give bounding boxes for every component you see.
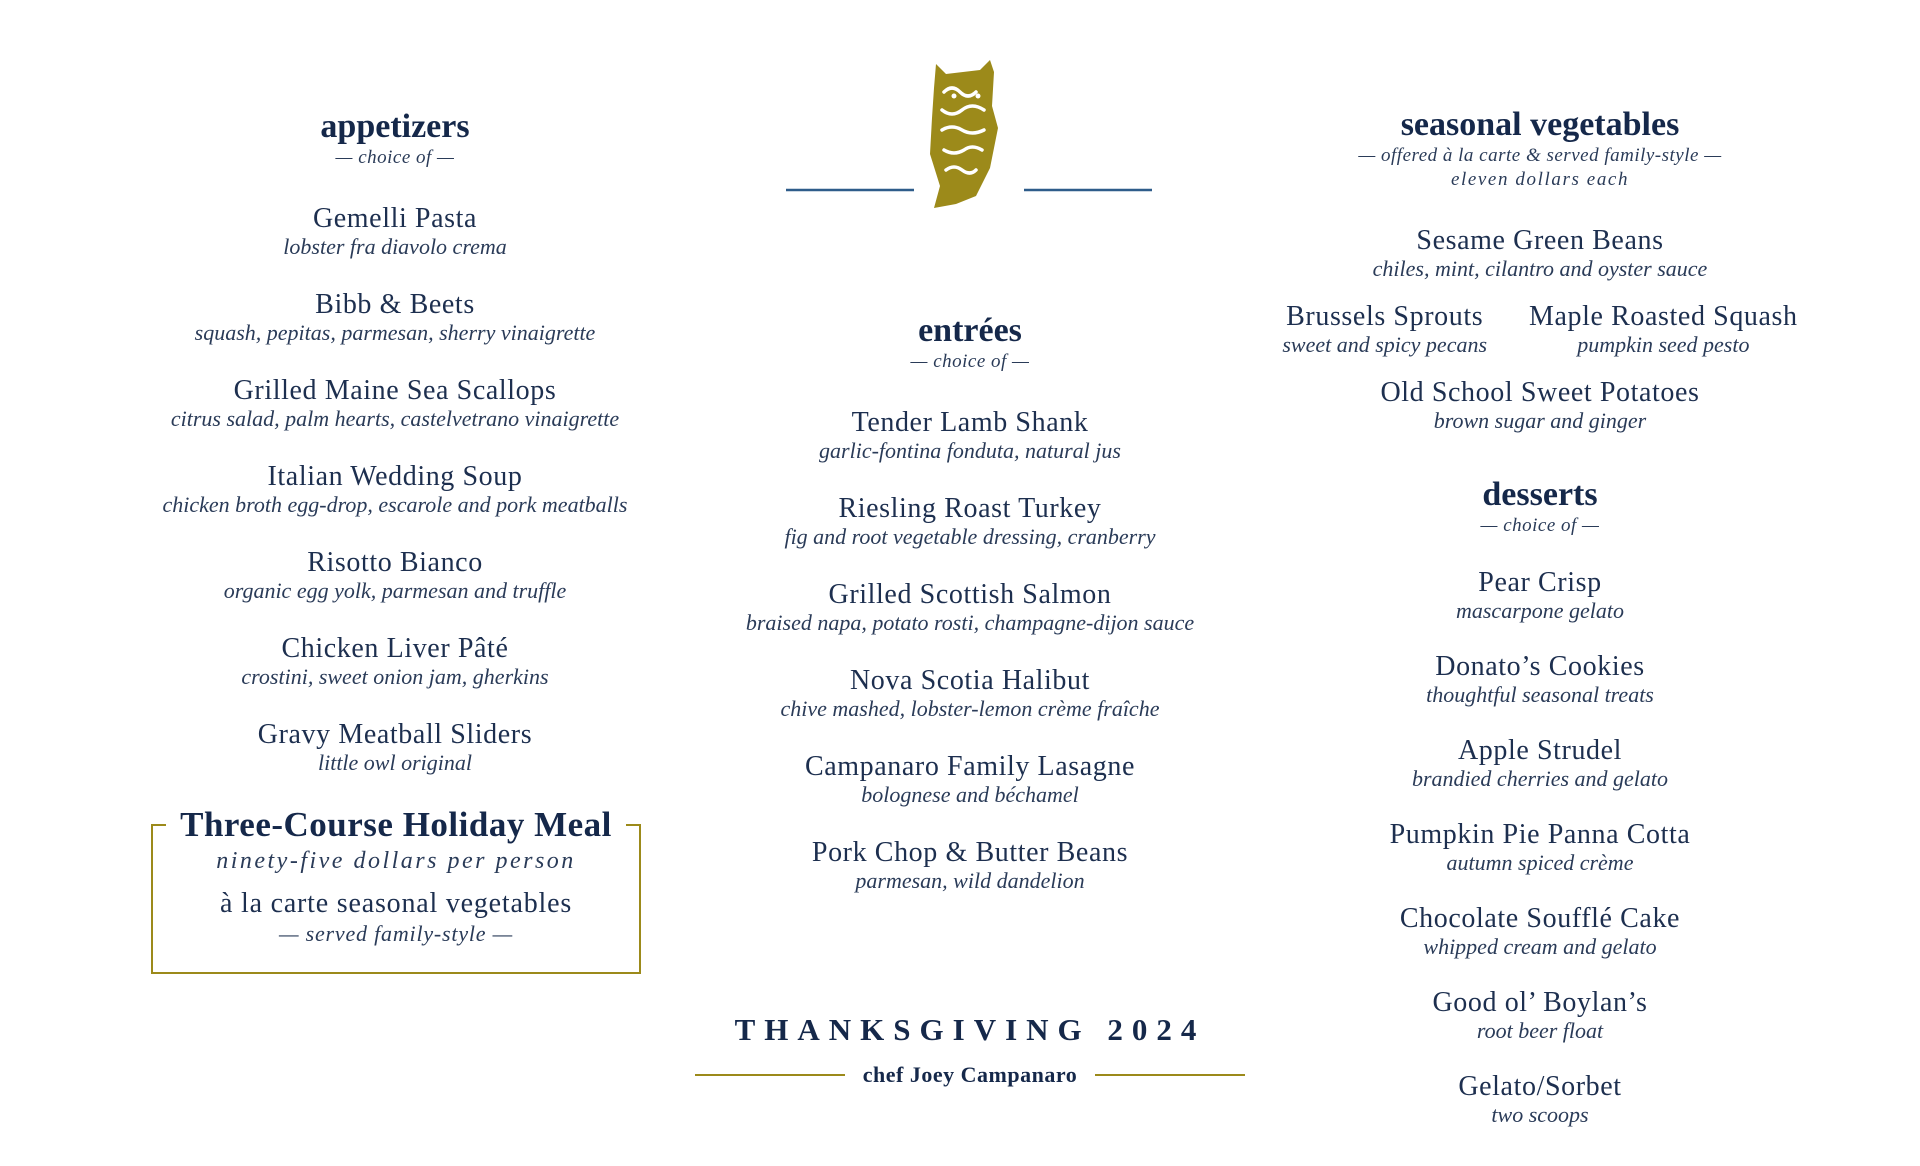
menu-item-desc: sweet and spicy pecans bbox=[1282, 332, 1488, 357]
menu-item bbox=[140, 376, 650, 432]
menu-item bbox=[140, 548, 650, 604]
menu-item bbox=[140, 720, 650, 776]
entrees-section bbox=[720, 312, 1220, 894]
menu-item-desc: crostini, sweet onion jam, gherkins bbox=[241, 664, 549, 689]
menu-item-desc: fig and root vegetable dressing, cranberry bbox=[784, 524, 1156, 549]
chef-row bbox=[680, 1062, 1260, 1088]
menu-item-name: Donato’s Cookies bbox=[1435, 651, 1645, 682]
menu-item-desc: whipped cream and gelato bbox=[1423, 934, 1657, 959]
menu-item-name: Apple Strudel bbox=[1457, 735, 1623, 766]
menu-item bbox=[720, 494, 1220, 550]
menu-item-name: Good ol’ Boylan’s bbox=[1432, 987, 1648, 1018]
menu-item-name: Chocolate Soufflé Cake bbox=[1399, 903, 1681, 934]
vegetables-price: eleven dollars each bbox=[1450, 169, 1630, 190]
menu-item bbox=[140, 462, 650, 518]
menu-item-desc: pumpkin seed pesto bbox=[1577, 332, 1750, 357]
menu-item-name: Gravy Meatball Sliders bbox=[257, 719, 533, 750]
menu-item-name: Sesame Green Beans bbox=[1416, 225, 1664, 256]
menu-item-name: Gelato/Sorbet bbox=[1458, 1071, 1622, 1102]
menu-item-name: Maple Roasted Squash bbox=[1529, 301, 1798, 332]
menu-item-desc: little owl original bbox=[317, 750, 472, 775]
menu-item-name: Grilled Maine Sea Scallops bbox=[233, 375, 557, 406]
menu-item bbox=[1360, 652, 1720, 708]
menu-item-desc: two scoops bbox=[1491, 1102, 1589, 1127]
desserts-note: — choice of — bbox=[1480, 515, 1600, 536]
menu-item-name: Old School Sweet Potatoes bbox=[1380, 377, 1700, 408]
menu-item-desc: squash, pepitas, parmesan, sherry vinaigrette bbox=[194, 320, 596, 345]
appetizers-section bbox=[140, 108, 650, 776]
menu-item-desc: bolognese and béchamel bbox=[861, 782, 1079, 807]
menu-item bbox=[1360, 736, 1720, 792]
appetizers-note: — choice of — bbox=[335, 147, 455, 168]
menu-item bbox=[720, 838, 1220, 894]
menu-item bbox=[1282, 302, 1487, 358]
holiday-meal-served: — served family-style — bbox=[278, 921, 514, 946]
menu-item bbox=[140, 290, 650, 346]
holiday-meal-title: Three-Course Holiday Meal bbox=[166, 804, 626, 846]
holiday-meal-section bbox=[151, 804, 641, 948]
vegetables-pair-row bbox=[1270, 302, 1810, 358]
menu-item-desc: organic egg yolk, parmesan and truffle bbox=[223, 578, 567, 603]
menu-item-desc: braised napa, potato rosti, champagne-dijon sauce bbox=[745, 610, 1195, 635]
menu-item bbox=[1529, 302, 1798, 358]
menu-item-desc: lobster fra diavolo crema bbox=[283, 234, 507, 259]
menu-item-name: Pork Chop & Butter Beans bbox=[811, 837, 1129, 868]
menu-item-name: Chicken Liver Pâté bbox=[281, 633, 509, 664]
vegetables-section bbox=[1270, 106, 1810, 434]
menu-item bbox=[720, 408, 1220, 464]
menu-item bbox=[1360, 988, 1720, 1044]
desserts-section bbox=[1360, 476, 1720, 1128]
menu-title: THANKSGIVING 2024 bbox=[734, 1012, 1206, 1047]
menu-item bbox=[1360, 904, 1720, 960]
menu-item bbox=[1360, 1072, 1720, 1128]
entrees-note: — choice of — bbox=[910, 351, 1030, 372]
divider bbox=[1095, 1074, 1245, 1076]
menu-item bbox=[1270, 378, 1810, 434]
menu-item-desc: root beer float bbox=[1476, 1018, 1604, 1043]
menu-item-name: Bibb & Beets bbox=[315, 289, 475, 320]
desserts-heading: desserts bbox=[1482, 476, 1598, 513]
menu-item-desc: brandied cherries and gelato bbox=[1411, 766, 1669, 791]
chef-name: chef Joey Campanaro bbox=[862, 1062, 1078, 1087]
menu-item-name: Risotto Bianco bbox=[307, 547, 483, 578]
holiday-meal-price: ninety-five dollars per person bbox=[216, 848, 576, 874]
vegetables-note: — offered à la carte & served family-style — bbox=[1358, 145, 1722, 166]
menu-item-name: Italian Wedding Soup bbox=[267, 461, 523, 492]
menu-item-desc: chicken broth egg-drop, escarole and pork meatballs bbox=[162, 492, 628, 517]
menu-item-desc: parmesan, wild dandelion bbox=[855, 868, 1085, 893]
menu-item bbox=[1270, 226, 1810, 282]
menu-item bbox=[720, 580, 1220, 636]
menu-item bbox=[720, 752, 1220, 808]
menu-item-name: Pumpkin Pie Panna Cotta bbox=[1389, 819, 1691, 850]
menu-item-name: Tender Lamb Shank bbox=[851, 407, 1089, 438]
menu-item-name: Grilled Scottish Salmon bbox=[828, 579, 1112, 610]
menu-item-desc: chive mashed, lobster-lemon crème fraîche bbox=[780, 696, 1160, 721]
menu-item bbox=[1360, 820, 1720, 876]
holiday-meal-vegetables: à la carte seasonal vegetables bbox=[219, 888, 573, 919]
menu-item-name: Campanaro Family Lasagne bbox=[804, 751, 1136, 782]
menu-item-desc: garlic-fontina fonduta, natural jus bbox=[819, 438, 1121, 463]
menu-item-desc: brown sugar and ginger bbox=[1433, 408, 1647, 433]
entrees-heading: entrées bbox=[918, 312, 1022, 349]
divider bbox=[695, 1074, 845, 1076]
appetizers-heading: appetizers bbox=[320, 108, 470, 145]
menu-item-name: Riesling Roast Turkey bbox=[838, 493, 1102, 524]
menu-item bbox=[140, 634, 650, 690]
menu-item bbox=[1360, 568, 1720, 624]
menu-item-name: Gemelli Pasta bbox=[312, 203, 478, 234]
menu-item-name: Brussels Sprouts bbox=[1286, 301, 1484, 332]
menu-item bbox=[720, 666, 1220, 722]
menu-footer bbox=[680, 1010, 1260, 1088]
owl-logo-icon bbox=[784, 58, 1154, 218]
menu-item-desc: citrus salad, palm hearts, castelvetrano vinaigrette bbox=[170, 406, 620, 431]
vegetables-heading: seasonal vegetables bbox=[1400, 106, 1680, 143]
menu-item-desc: mascarpone gelato bbox=[1455, 598, 1625, 623]
menu-item-desc: thoughtful seasonal treats bbox=[1426, 682, 1654, 707]
menu-item-name: Pear Crisp bbox=[1478, 567, 1602, 598]
menu-item-desc: chiles, mint, cilantro and oyster sauce bbox=[1372, 256, 1708, 281]
menu-item-desc: autumn spiced crème bbox=[1446, 850, 1634, 875]
menu-item bbox=[140, 204, 650, 260]
menu-item-name: Nova Scotia Halibut bbox=[849, 665, 1091, 696]
